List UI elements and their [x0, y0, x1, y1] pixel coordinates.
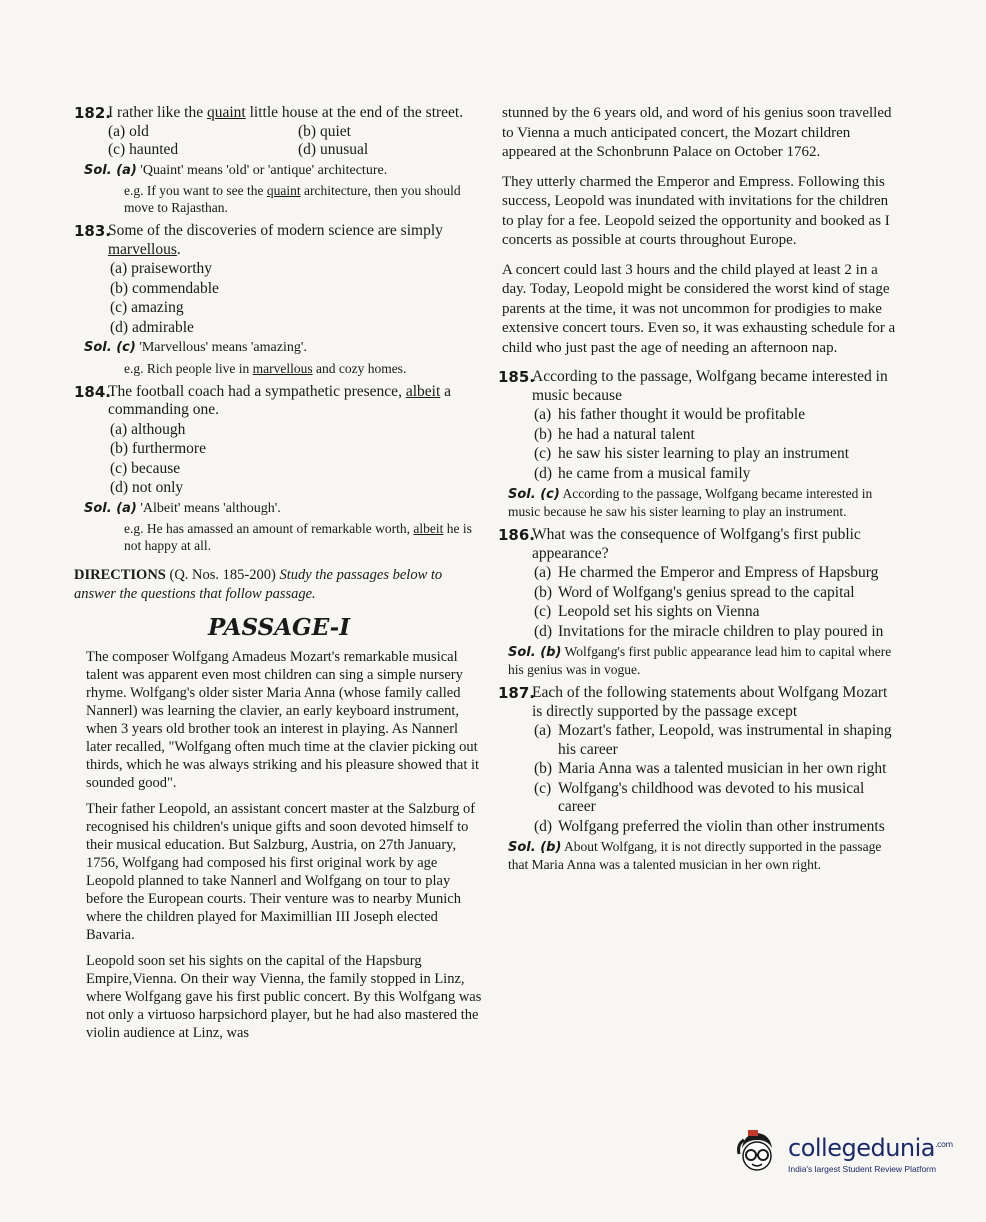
question-text: Each of the following statements about Wolfgang Mozart is directly supported by the passage except: [532, 684, 888, 720]
options: [110, 421, 484, 498]
passage-paragraph: A concert could last 3 hours and the child played at least 2 in a day. Today, Leopold might be considered the worst kind of stage parents at the time, it was not uncommon for prodigies to make extensive concert tours. Even so, it was exhausting schedule for a child who just past the age of needing an afternoon nap.: [502, 261, 896, 356]
options: [534, 722, 898, 836]
question-text: Some of the discoveries of modern science are simply marvellous.: [108, 222, 443, 258]
option-a: (a) He charmed the Emperor and Empress of Hapsburg: [534, 564, 879, 581]
collegedunia-logo: [734, 1124, 954, 1184]
example: e.g. Rich people live in marvellous and cozy homes.: [124, 360, 407, 376]
logo-tagline: India's largest Student Review Platform: [788, 1164, 937, 1174]
option-c: (c) haunted: [108, 141, 179, 158]
solution: Sol. (a) 'Albeit' means 'although'.: [84, 500, 281, 516]
option-a: (a) although: [110, 420, 186, 438]
option-d: (d) he came from a musical family: [534, 464, 751, 482]
question-number: 182.: [74, 104, 112, 122]
option-c: (c) because: [110, 459, 181, 477]
passage-paragraph: Their father Leopold, an assistant concert master at the Salzburg of recognised his children's unique gifts and soon devoted himself to their musical education. But Salzburg, Austria, on 27th January, 1756, Wolfgang had composed his first original work by age Leopold planned to take Nannerl and Wolfgang on tour to play before the European courts. Their venture was to nearby Munich where the children played for Maximillian III Joseph elected Bavaria.: [86, 800, 476, 943]
passage-paragraph: The composer Wolfgang Amadeus Mozart's remarkable musical talent was apparent even most children can sing a simple nursery rhyme. Wolfgang's older sister Maria Anna (whose family called Nannerl) was learning the clavier, an early keyboard instrument, when 3 years old brother took an interest in playing. As Nannerl later recalled, "Wolfgang often much time at the clavier picking out thirds, which he was always striking and his pleasure showed that it sounded good".: [86, 648, 480, 791]
option-d: (d) admirable: [110, 318, 194, 336]
passage-paragraph: Leopold soon set his sights on the capital of the Hapsburg Empire,Vienna. On their way Vienna, the family stopped in Linz, where Wolfgang gave his first public concert. By this Wolfgang was not only a virtuoso harpsichord player, but he had also mastered the violin audience at Linz, was: [86, 952, 482, 1041]
right-column: [498, 104, 898, 879]
question-number: 184.: [74, 382, 112, 401]
option-b: (b) Maria Anna was a talented musician in her own right: [534, 760, 887, 777]
solution: Sol. (b) Wolfgang's first public appearance lead him to capital where his genius was in vogue.: [508, 644, 892, 677]
option-b: (b) commendable: [110, 279, 219, 297]
passage-paragraph: They utterly charmed the Emperor and Empress. Following this success, Leopold was inundated with invitations for the children to play for a fee. Leopold seized the opportunity and booked as I concerts as possible at courts throughout Europe.: [502, 173, 890, 248]
question-text: I rather like the quaint little house at the end of the street.: [108, 104, 464, 121]
question-number: 185.: [498, 368, 536, 386]
option-d: (d) not only: [110, 479, 184, 496]
option-b: (b) quiet: [298, 122, 351, 140]
option-b: (b) furthermore: [110, 440, 206, 457]
question-185: [498, 368, 898, 520]
question-number: 187.: [498, 684, 536, 702]
option-a: (a) old: [108, 122, 149, 140]
option-a: (a) his father thought it would be profitable: [534, 406, 806, 423]
example: e.g. If you want to see the quaint architecture, then you should move to Rajasthan.: [124, 183, 461, 215]
solution: Sol. (c) 'Marvellous' means 'amazing'.: [84, 340, 307, 355]
question-187: [498, 684, 898, 873]
options: [108, 123, 484, 160]
option-b: (b) Word of Wolfgang's genius spread to the capital: [534, 583, 855, 601]
solution: Sol. (a) 'Quaint' means 'old' or 'antique' architecture.: [84, 162, 388, 178]
left-column: [74, 104, 484, 1050]
question-text: According to the passage, Wolfgang became interested in music because: [532, 368, 888, 404]
question-183: [74, 222, 484, 377]
logo-name: collegedunia$^{.com}$: [788, 1134, 953, 1162]
solution: Sol. (b) About Wolfgang, it is not directly supported in the passage that Maria Anna was a talented musician in her own right.: [508, 839, 882, 872]
option-d: (d) Invitations for the miracle children to play poured in: [534, 622, 884, 640]
options: [110, 260, 484, 337]
option-a: (a) Mozart's father, Leopold, was instrumental in shaping his career: [534, 722, 892, 758]
passage-paragraph: stunned by the 6 years old, and word of his genius soon travelled to Vienna a much anticipated concert, the Mozart children appeared at the Schonbrunn Palace on October 1762.: [502, 105, 892, 160]
solution: Sol. (c) According to the passage, Wolfgang became interested in music because he saw his sister learning to play an instrument.: [508, 486, 873, 519]
option-b: (b) he had a natural talent: [534, 425, 695, 443]
option-c: (c) he saw his sister learning to play an instrument: [534, 445, 849, 462]
options: [534, 564, 898, 641]
option-c: (c) amazing: [110, 299, 184, 316]
option-d: (d) Wolfgang preferred the violin than other instruments: [534, 817, 885, 835]
option-c: (c) Wolfgang's childhood was devoted to his musical career: [534, 779, 865, 815]
options: [534, 406, 898, 483]
option-a: (a) praiseworthy: [110, 260, 212, 277]
question-182: [74, 104, 484, 216]
question-186: [498, 526, 898, 678]
passage-title: PASSAGE-I: [208, 614, 350, 641]
question-text: What was the consequence of Wolfgang's first public appearance?: [532, 526, 861, 562]
mascot-icon: [734, 1128, 780, 1180]
directions: DIRECTIONS (Q. Nos. 185-200) Study the passages below to answer the questions that follow passage.: [74, 567, 443, 602]
question-text: The football coach had a sympathetic presence, albeit a commanding one.: [108, 382, 452, 418]
example: e.g. He has amassed an amount of remarkable worth, albeit he is not happy at all.: [124, 521, 472, 553]
question-184: [74, 383, 484, 555]
question-number: 183.: [74, 222, 112, 240]
question-number: 186.: [498, 526, 536, 544]
option-d: (d) unusual: [298, 141, 369, 158]
option-c: (c) Leopold set his sights on Vienna: [534, 603, 760, 620]
